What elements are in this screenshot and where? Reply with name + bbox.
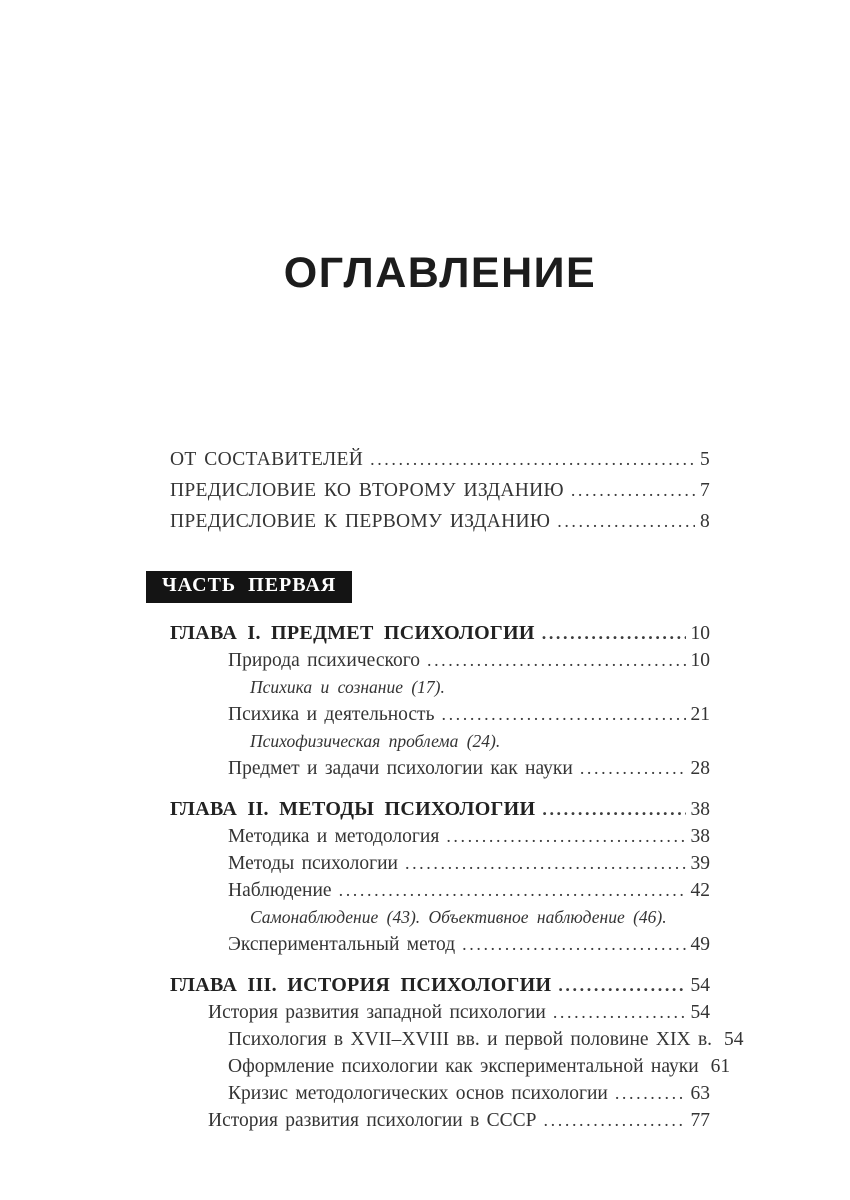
dot-leader [580, 755, 686, 782]
dot-leader [405, 850, 686, 877]
toc-entry [170, 755, 710, 782]
chapter-heading [170, 796, 710, 823]
toc-entry [170, 1053, 731, 1080]
toc-entry-page: 8 [699, 511, 710, 532]
dot-leader [558, 972, 685, 999]
toc-entry-label: История развития психологии в СССР [208, 1110, 537, 1131]
page-title: ОГЛАВЛЕНИЕ [283, 249, 597, 297]
chapter-block [170, 620, 710, 782]
toc-entry-label: История развития западной психологии [208, 1002, 546, 1023]
toc-entry [170, 444, 710, 475]
toc-entry-label: Природа психического [228, 650, 420, 671]
chapter-heading [170, 620, 710, 647]
toc-entry-page: 77 [690, 1110, 710, 1131]
chapter-block [170, 972, 744, 1134]
toc-entry-label: Психология в XVII–XVIII вв. и первой половине XIX в. [228, 1029, 713, 1050]
toc-entry-page: 21 [690, 704, 710, 725]
toc-subnote [170, 674, 710, 701]
toc-entry [170, 701, 710, 728]
toc-entry [170, 1107, 710, 1134]
toc-entry-label: Методы психологии [228, 853, 398, 874]
toc-entry [170, 823, 710, 850]
dot-leader [542, 796, 685, 823]
toc-entry-page: 10 [690, 623, 710, 644]
toc-entry [170, 475, 710, 506]
toc-entry-page: 63 [690, 1083, 710, 1104]
toc-entry-label: ГЛАВА I. ПРЕДМЕТ ПСИХОЛОГИИ [170, 622, 535, 644]
toc-entry-label: ГЛАВА II. МЕТОДЫ ПСИХОЛОГИИ [170, 798, 536, 820]
chapter-block [170, 796, 710, 958]
toc-entry-page: 61 [710, 1056, 731, 1077]
toc-entry-page: 38 [690, 799, 710, 820]
toc-entry-page: 5 [699, 449, 710, 470]
toc-entry [170, 999, 710, 1026]
toc-entry-label: Предмет и задачи психологии как науки [228, 758, 573, 779]
toc-entry-page: 54 [690, 975, 710, 996]
toc-entry-label: Психика и деятельность [228, 704, 435, 725]
dot-leader [615, 1080, 686, 1107]
toc-entry-label: Экспериментальный метод [228, 934, 456, 955]
toc-entry-label: Наблюдение [228, 880, 332, 901]
toc-entry-page: 7 [699, 480, 710, 501]
toc-entry-label: Кризис методологических основ психологии [228, 1083, 608, 1104]
toc-entry-label: ПРЕДИСЛОВИЕ К ПЕРВОМУ ИЗДАНИЮ [170, 511, 551, 532]
toc-entry [170, 1080, 710, 1107]
toc-entry-label: Психофизическая проблема (24). [250, 731, 501, 751]
dot-leader [370, 444, 695, 475]
dot-leader [441, 701, 685, 728]
toc-entry-page: 28 [690, 758, 710, 779]
dot-leader [427, 647, 686, 674]
toc-entry-page: 42 [690, 880, 710, 901]
toc-entry-page: 10 [690, 650, 710, 671]
toc-entry [170, 850, 710, 877]
chapter-heading [170, 972, 710, 999]
toc-entry-label: Психика и сознание (17). [250, 677, 445, 697]
toc-entry-page: 54 [690, 1002, 710, 1023]
toc-entry-label: ГЛАВА III. ИСТОРИЯ ПСИХОЛОГИИ [170, 974, 552, 996]
chapters-list [170, 620, 744, 1148]
toc-entry-label: ОТ СОСТАВИТЕЛЕЙ [170, 449, 364, 470]
toc-entry [170, 931, 710, 958]
toc-entry-page: 54 [724, 1029, 744, 1050]
dot-leader [542, 620, 686, 647]
dot-leader [339, 877, 686, 904]
dot-leader [553, 999, 686, 1026]
toc-entry-label: Оформление психологии как экспериментальной науки [228, 1056, 699, 1077]
dot-leader [571, 475, 695, 506]
dot-leader [544, 1107, 686, 1134]
toc-entry [170, 877, 710, 904]
toc-subnote [170, 728, 710, 755]
toc-entry [170, 647, 710, 674]
toc-entry-page: 39 [690, 853, 710, 874]
toc-entry-label: Методика и методология [228, 826, 440, 847]
toc-entry-page: 38 [690, 826, 710, 847]
dot-leader [462, 931, 685, 958]
toc-subnote [170, 904, 710, 931]
dot-leader [446, 823, 685, 850]
dot-leader [557, 506, 695, 537]
toc-entry-label: ПРЕДИСЛОВИЕ КО ВТОРОМУ ИЗДАНИЮ [170, 480, 564, 501]
toc-entry [170, 1026, 744, 1053]
front-matter-list [170, 444, 710, 537]
part-badge-label: ЧАСТЬ ПЕРВАЯ [162, 574, 337, 596]
part-badge [146, 571, 352, 603]
toc-entry-label: Самонаблюдение (43). Объективное наблюдение (46). [250, 907, 667, 927]
toc-entry [170, 506, 710, 537]
toc-entry-page: 49 [690, 934, 710, 955]
